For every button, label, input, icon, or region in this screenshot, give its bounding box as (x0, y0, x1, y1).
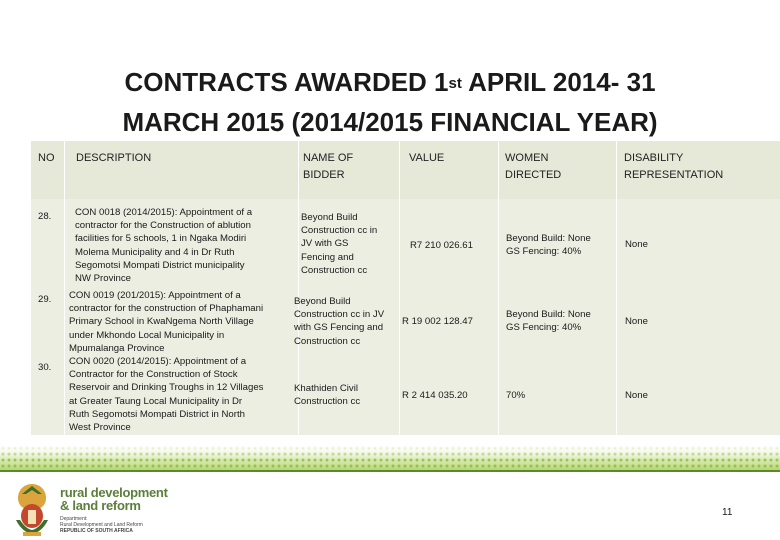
header-divider (498, 141, 499, 199)
title-superscript: st (448, 75, 462, 92)
header-divider (616, 141, 617, 199)
coat-of-arms-icon (10, 480, 54, 538)
row-30-bidder: Khathiden Civil Construction cc (294, 383, 361, 408)
row-29-description: CON 0019 (201/2015): Appointment of a contractor for the construction of Phaphamani Primary School in KwaNgema North Village under Mkhondo Local Municipality in Mpumalanga Province (69, 290, 264, 354)
header-bidder: NAME OF BIDDER (303, 152, 354, 181)
body-bg-no (31, 199, 64, 435)
footer-line (0, 470, 780, 472)
contracts-table (31, 141, 780, 435)
title-line-1-pre: CONTRACTS AWARDED 1 (124, 67, 449, 97)
dept-name: Rural Development and Land Reform (60, 522, 143, 528)
title-line-1-post: APRIL 2014- 31 (461, 67, 656, 97)
header-description: DESCRIPTION (76, 152, 152, 164)
row-29-no: 29. (38, 294, 52, 305)
header-divider (64, 141, 65, 199)
row-28-women: Beyond Build: None GS Fencing: 40% (506, 233, 591, 258)
header-divider (298, 141, 299, 199)
row-29-women: Beyond Build: None GS Fencing: 40% (506, 309, 591, 334)
dept-country: REPUBLIC OF SOUTH AFRICA (60, 528, 133, 534)
header-divider (399, 141, 400, 199)
row-28-description: CON 0018 (2014/2015): Appointment of a contractor for the Construction of ablution facilities for 5 schools, 1 in Ngaka Modiri Molema Municipality and 4 in Dr Ruth Segomotsi Mompati District municipality NW Province (75, 207, 253, 285)
page-number: 11 (722, 507, 733, 518)
header-women: WOMEN DIRECTED (505, 152, 562, 181)
row-28-value: R7 210 026.61 (410, 240, 473, 251)
row-28-bidder: Beyond Build Construction cc in JV with GS Fencing and Construction cc (301, 212, 378, 276)
row-28-disability: None (625, 239, 648, 250)
department-logo (6, 478, 176, 538)
row-30-value: R 2 414 035.20 (402, 390, 468, 401)
row-29-value: R 19 002 128.47 (402, 316, 473, 327)
dept-label: Department: (60, 516, 88, 522)
row-30-description: CON 0020 (2014/2015): Appointment of a Contractor for the Construction of Stock Reservoir and Drinking Troughs in 12 Villages at Greater Taung Local Municipality in Dr Ruth Segomotsi Mompati District in North West Province (69, 356, 264, 434)
footer-dot-band (0, 445, 780, 472)
header-value: VALUE (409, 152, 445, 164)
slide-title (0, 62, 780, 142)
row-30-women: 70% (506, 390, 526, 401)
title-line-2: MARCH 2015 (2014/2015 FINANCIAL YEAR) (122, 107, 658, 137)
header-disability: DISABILITY REPRESENTATION (624, 152, 724, 181)
logo-text-line-2: & land reform (60, 498, 141, 513)
logo-text-line-1: rural development (60, 485, 168, 500)
title-line-1 (0, 62, 780, 102)
header-no: NO (38, 152, 55, 164)
row-29-disability: None (625, 316, 648, 327)
row-28-no: 28. (38, 211, 52, 222)
row-29-bidder: Beyond Build Construction cc in JV with GS Fencing and Construction cc (294, 296, 385, 347)
row-30-disability: None (625, 390, 648, 401)
row-30-no: 30. (38, 362, 52, 373)
